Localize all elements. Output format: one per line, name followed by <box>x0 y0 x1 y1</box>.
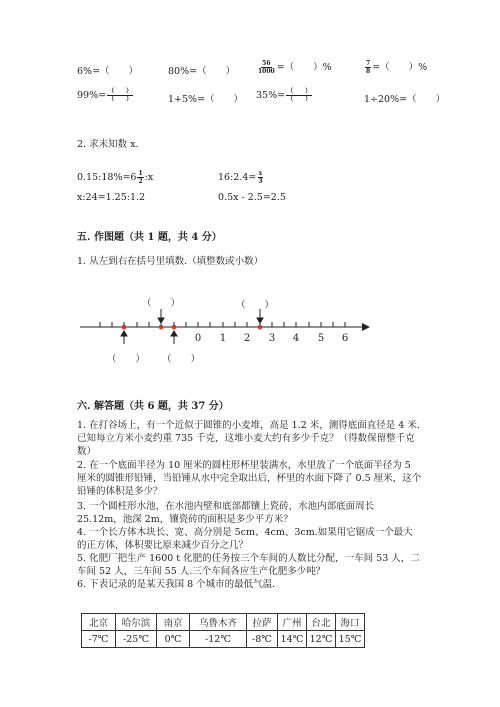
temp-cell: -8℃ <box>247 631 278 648</box>
conversion-8: 1÷20%=（ ） <box>364 94 446 105</box>
fraction-x-3: $\frac{x}{3}$ <box>258 170 263 185</box>
table-row-temps <box>82 631 365 648</box>
fraction-1-2: $\frac{1}{2}$ <box>138 170 143 185</box>
equation-1: 0.15:18%=6 $\frac{1}{2}$ :x <box>77 170 154 185</box>
tick-label: 2 <box>243 333 251 344</box>
equation-2: 16:2.4= $\frac{x}{3}$ <box>218 170 263 185</box>
conversion-5: 99%= $\frac{( )}{( )}$ <box>77 88 133 103</box>
city-cell: 北京 <box>82 614 116 631</box>
point-d <box>258 325 263 330</box>
conversion-6: 1+5%=（ ） <box>168 94 244 105</box>
temperature-table <box>81 613 365 648</box>
problem-4: 4. 一个长方体木块长、宽、高分别是 5cm、4cm、3cm.如果用它锯成一个最大的正方体，体积要比原来减少百分之几？ <box>77 527 413 551</box>
temp-cell: 14℃ <box>278 631 307 648</box>
bracket-top-1: （ ） <box>142 298 181 309</box>
tick-label: 3 <box>268 333 276 344</box>
equation-3: x:24=1.25:1.2 <box>77 192 146 203</box>
table-row-cities <box>82 614 365 631</box>
temp-cell: -25℃ <box>116 631 157 648</box>
equation-4: 0.5x - 2.5=2.5 <box>218 192 286 203</box>
bracket-top-2: （ ） <box>236 300 275 311</box>
fraction-7-8: $\frac{7}{8}$ <box>366 60 371 75</box>
section-6-heading: 六. 解答题（共 6 题，共 37 分） <box>77 401 229 412</box>
problem-3: 3. 一个圆柱形水池，在水池内壁和底部都镶上瓷砖，水池内部底面周长 25.12m，池深 2m，镶瓷砖的面积是多少平方米？ <box>77 501 375 525</box>
city-cell: 广州 <box>278 614 307 631</box>
city-cell: 海口 <box>336 614 365 631</box>
blank-fraction: $\frac{( )}{( )}$ <box>108 88 133 103</box>
tick-label: 4 <box>292 333 300 344</box>
conversion-4: $\frac{7}{8}$ =（ ）% <box>366 60 428 75</box>
city-cell: 乌鲁木齐 <box>190 614 247 631</box>
temp-cell: -7℃ <box>82 631 116 648</box>
problem-6: 6. 下表记录的是某天我国 8 个城市的最低气温. <box>77 579 276 590</box>
section-5-question: 1. 从左到右在括号里填数.（填整数或小数） <box>77 256 264 267</box>
fraction-56-1000: $\frac{56}{1000}$ <box>258 60 275 75</box>
bracket-bottom-1: （ ） <box>107 354 146 365</box>
problem-2: 2. 在一个底面半径为 10 厘米的圆柱形杯里装满水，水里放了一个底面半径为 5 厘米的圆锥形铅锤，当铅锤从水中完全取出后，杯里的水面下降了 0.5 厘米，这个铅锤的体积是多少？ <box>77 460 422 497</box>
city-cell: 哈尔滨 <box>116 614 157 631</box>
city-cell: 拉萨 <box>247 614 278 631</box>
temp-cell: -12℃ <box>190 631 247 648</box>
solve-heading: 2. 求未知数 x. <box>77 139 139 150</box>
tick-label: 5 <box>317 333 325 344</box>
city-cell: 南京 <box>157 614 190 631</box>
conversion-1: 6%=（ ） <box>77 66 139 77</box>
number-line-ticks <box>100 322 345 327</box>
point-a <box>122 325 127 330</box>
number-line-arrowhead <box>362 323 370 331</box>
conversion-7: 35%= $\frac{( )}{( )}$ <box>256 88 312 103</box>
point-c <box>172 325 177 330</box>
temp-cell: 12℃ <box>307 631 336 648</box>
tick-label: 6 <box>341 333 349 344</box>
tick-label: 1 <box>219 333 227 344</box>
temp-cell: 0℃ <box>157 631 190 648</box>
conversion-2: 80%=（ ） <box>168 66 236 77</box>
city-cell: 台北 <box>307 614 336 631</box>
temp-cell: 15℃ <box>336 631 365 648</box>
tick-label: 0 <box>194 333 202 344</box>
bracket-bottom-2: （ ） <box>162 354 201 365</box>
point-b <box>159 325 164 330</box>
conversion-3: $\frac{56}{1000}$ =（ ）% <box>258 60 332 75</box>
section-5-heading: 五. 作图题（共 1 题，共 4 分） <box>77 232 222 243</box>
blank-fraction: $\frac{( )}{( )}$ <box>287 88 312 103</box>
problem-1: 1. 在打谷场上，有一个近似于圆锥的小麦堆，高是 1.2 米，测得底面直径是 4 米.已知每立方米小麦约重 735 千克，这堆小麦大约有多少千克？（得数保留整千克数） <box>77 420 420 457</box>
problem-5: 5. 化肥厂把生产 1600 t 化肥的任务按三个车间的人数比分配，一车间 53 人，二车间 52 人，三车间 55 人.三个车间各应生产化肥多少吨？ <box>77 553 420 577</box>
